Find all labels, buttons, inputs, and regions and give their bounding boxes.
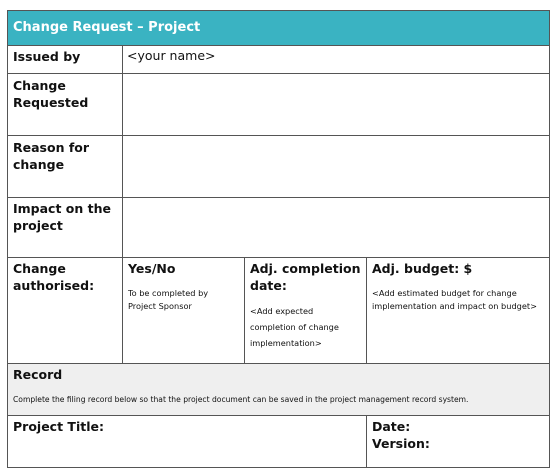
form-title [7, 10, 550, 45]
completion-divider [366, 257, 367, 363]
date-version-cell [372, 418, 430, 452]
yes-no-title: Yes/No [128, 261, 176, 276]
label-column-divider [122, 45, 123, 363]
row-divider [7, 73, 550, 74]
row-divider [7, 415, 550, 416]
impact-label: Impact on the project [13, 201, 111, 233]
date-label: Date: [372, 419, 411, 434]
border-right [549, 10, 550, 468]
completion-cell[interactable] [250, 260, 368, 351]
completion-title: Adj. completion date: [250, 261, 361, 293]
row-divider [7, 45, 550, 46]
footer-divider [366, 415, 367, 468]
record-section [7, 363, 550, 415]
row-divider [7, 363, 550, 364]
reason-field[interactable] [122, 135, 550, 197]
change-requested-label: Change Requested [13, 78, 89, 110]
row-divider [7, 197, 550, 198]
border-left [7, 10, 8, 468]
completion-note: <Add expected completion of change implementation> [250, 306, 339, 348]
record-title: Record [13, 367, 63, 382]
impact-field[interactable] [122, 197, 550, 257]
border-bottom [7, 467, 550, 468]
row-divider [7, 257, 550, 258]
yes-no-cell[interactable] [128, 260, 240, 313]
issued-by-value[interactable]: <your name> [127, 48, 216, 63]
budget-title: Adj. budget: $ [372, 261, 473, 276]
budget-note: <Add estimated budget for change implementation and impact on budget> [372, 288, 537, 311]
yes-no-divider [244, 257, 245, 363]
project-title-label: Project Title: [13, 419, 104, 434]
change-requested-field[interactable] [122, 73, 550, 135]
budget-cell[interactable] [372, 260, 548, 313]
issued-by-label: Issued by [13, 49, 81, 64]
reason-label: Reason for change [13, 140, 90, 172]
form-title-text: Change Request – Project [13, 20, 201, 35]
version-label: Version: [372, 436, 430, 451]
row-divider [7, 135, 550, 136]
authorised-label: Change authorised: [13, 261, 95, 293]
border-top [7, 10, 550, 11]
yes-no-note: To be completed by Project Sponsor [128, 288, 209, 311]
change-request-form [7, 10, 550, 468]
record-note: Complete the filing record below so that the project document can be saved in the project management record system. [13, 395, 469, 404]
